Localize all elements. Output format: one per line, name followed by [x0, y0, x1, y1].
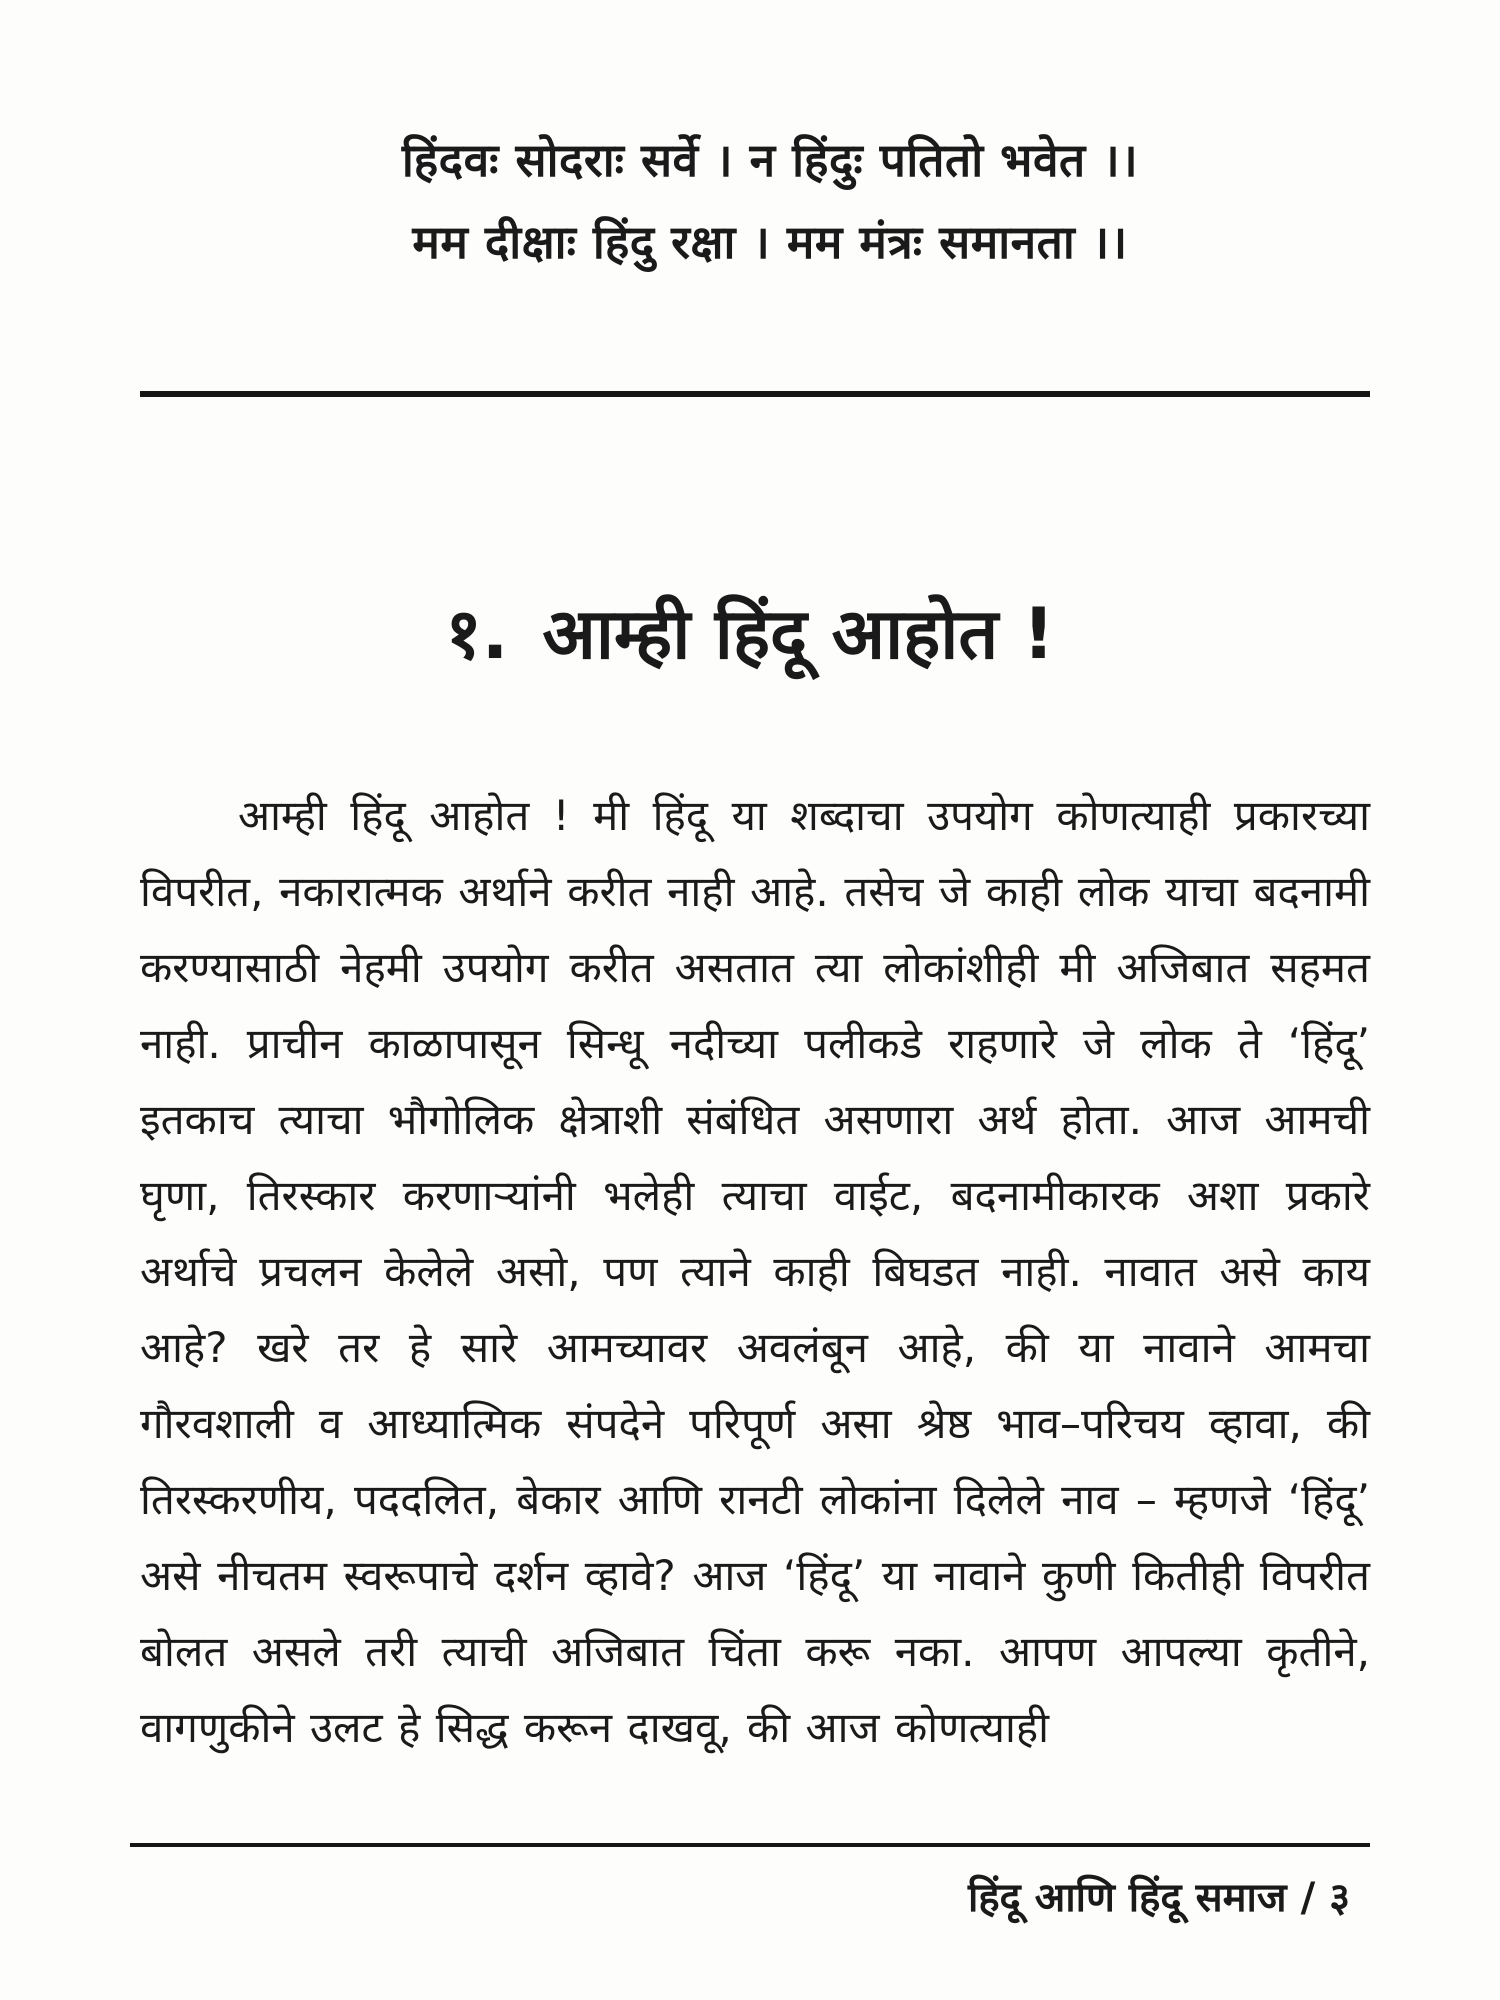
- footer-book-title: हिंदू आणि हिंदू समाज: [967, 1875, 1287, 1921]
- page-number: ३: [1329, 1875, 1350, 1921]
- chapter-title: आम्ही हिंदू आहोत !: [542, 593, 1055, 675]
- footer-divider-rule: [130, 1843, 1370, 1847]
- verse-line-1: हिंदवः सोदराः सर्वे । न हिंदुः पतितो भवेत ।।: [401, 133, 1139, 187]
- chapter-heading: [0, 586, 1500, 682]
- chapter-number: १.: [445, 593, 509, 675]
- footer-separator: /: [1300, 1875, 1316, 1921]
- running-footer: [968, 1868, 1350, 1928]
- verse-line-2: मम दीक्षाः हिंदु रक्षा । मम मंत्रः समानता ।।: [412, 215, 1128, 269]
- top-divider-rule: [140, 391, 1370, 397]
- body-paragraph: आम्ही हिंदू आहोत ! मी हिंदू या शब्दाचा उपयोग कोणत्याही प्रकारच्या विपरीत, नकारात्मक अर्थाने करीत नाही आहे. तसेच जे काही लोक याचा बदनामी करण्यासाठी नेहमी उपयोग करीत असतात त्या लोकांशीही मी अजिबात सहमत नाही. प्राचीन काळापासून सिन्धू नदीच्या पलीकडे राहणारे जे लोक ते ‘हिंदू’ इतकाच त्याचा भौगोलिक क्षेत्राशी संबंधित असणारा अर्थ होता. आज आमची घृणा, तिरस्कार करणाऱ्यांनी भलेही त्याचा वाईट, बदनामीकारक अशा प्रकारे अर्थाचे प्रचलन केलेले असो, पण त्याने काही बिघडत नाही. नावात असे काय आहे? खरे तर हे सारे आमच्यावर अवलंबून आहे, की या नावाने आमचा गौरवशाली व आध्यात्मिक संपदेने परिपूर्ण असा श्रेष्ठ भाव–परिचय व्हावा, की तिरस्करणीय, पददलित, बेकार आणि रानटी लोकांना दिलेले नाव – म्हणजे ‘हिंदू’ असे नीचतम स्वरूपाचे दर्शन व्हावे? आज ‘हिंदू’ या नावाने कुणी कितीही विपरीत बोलत असले तरी त्याची अजिबात चिंता करू नका. आपण आपल्या कृतीने, वागणुकीने उलट हे सिद्ध करून दाखवू, की आज कोणत्याही: [140, 791, 1370, 1752]
